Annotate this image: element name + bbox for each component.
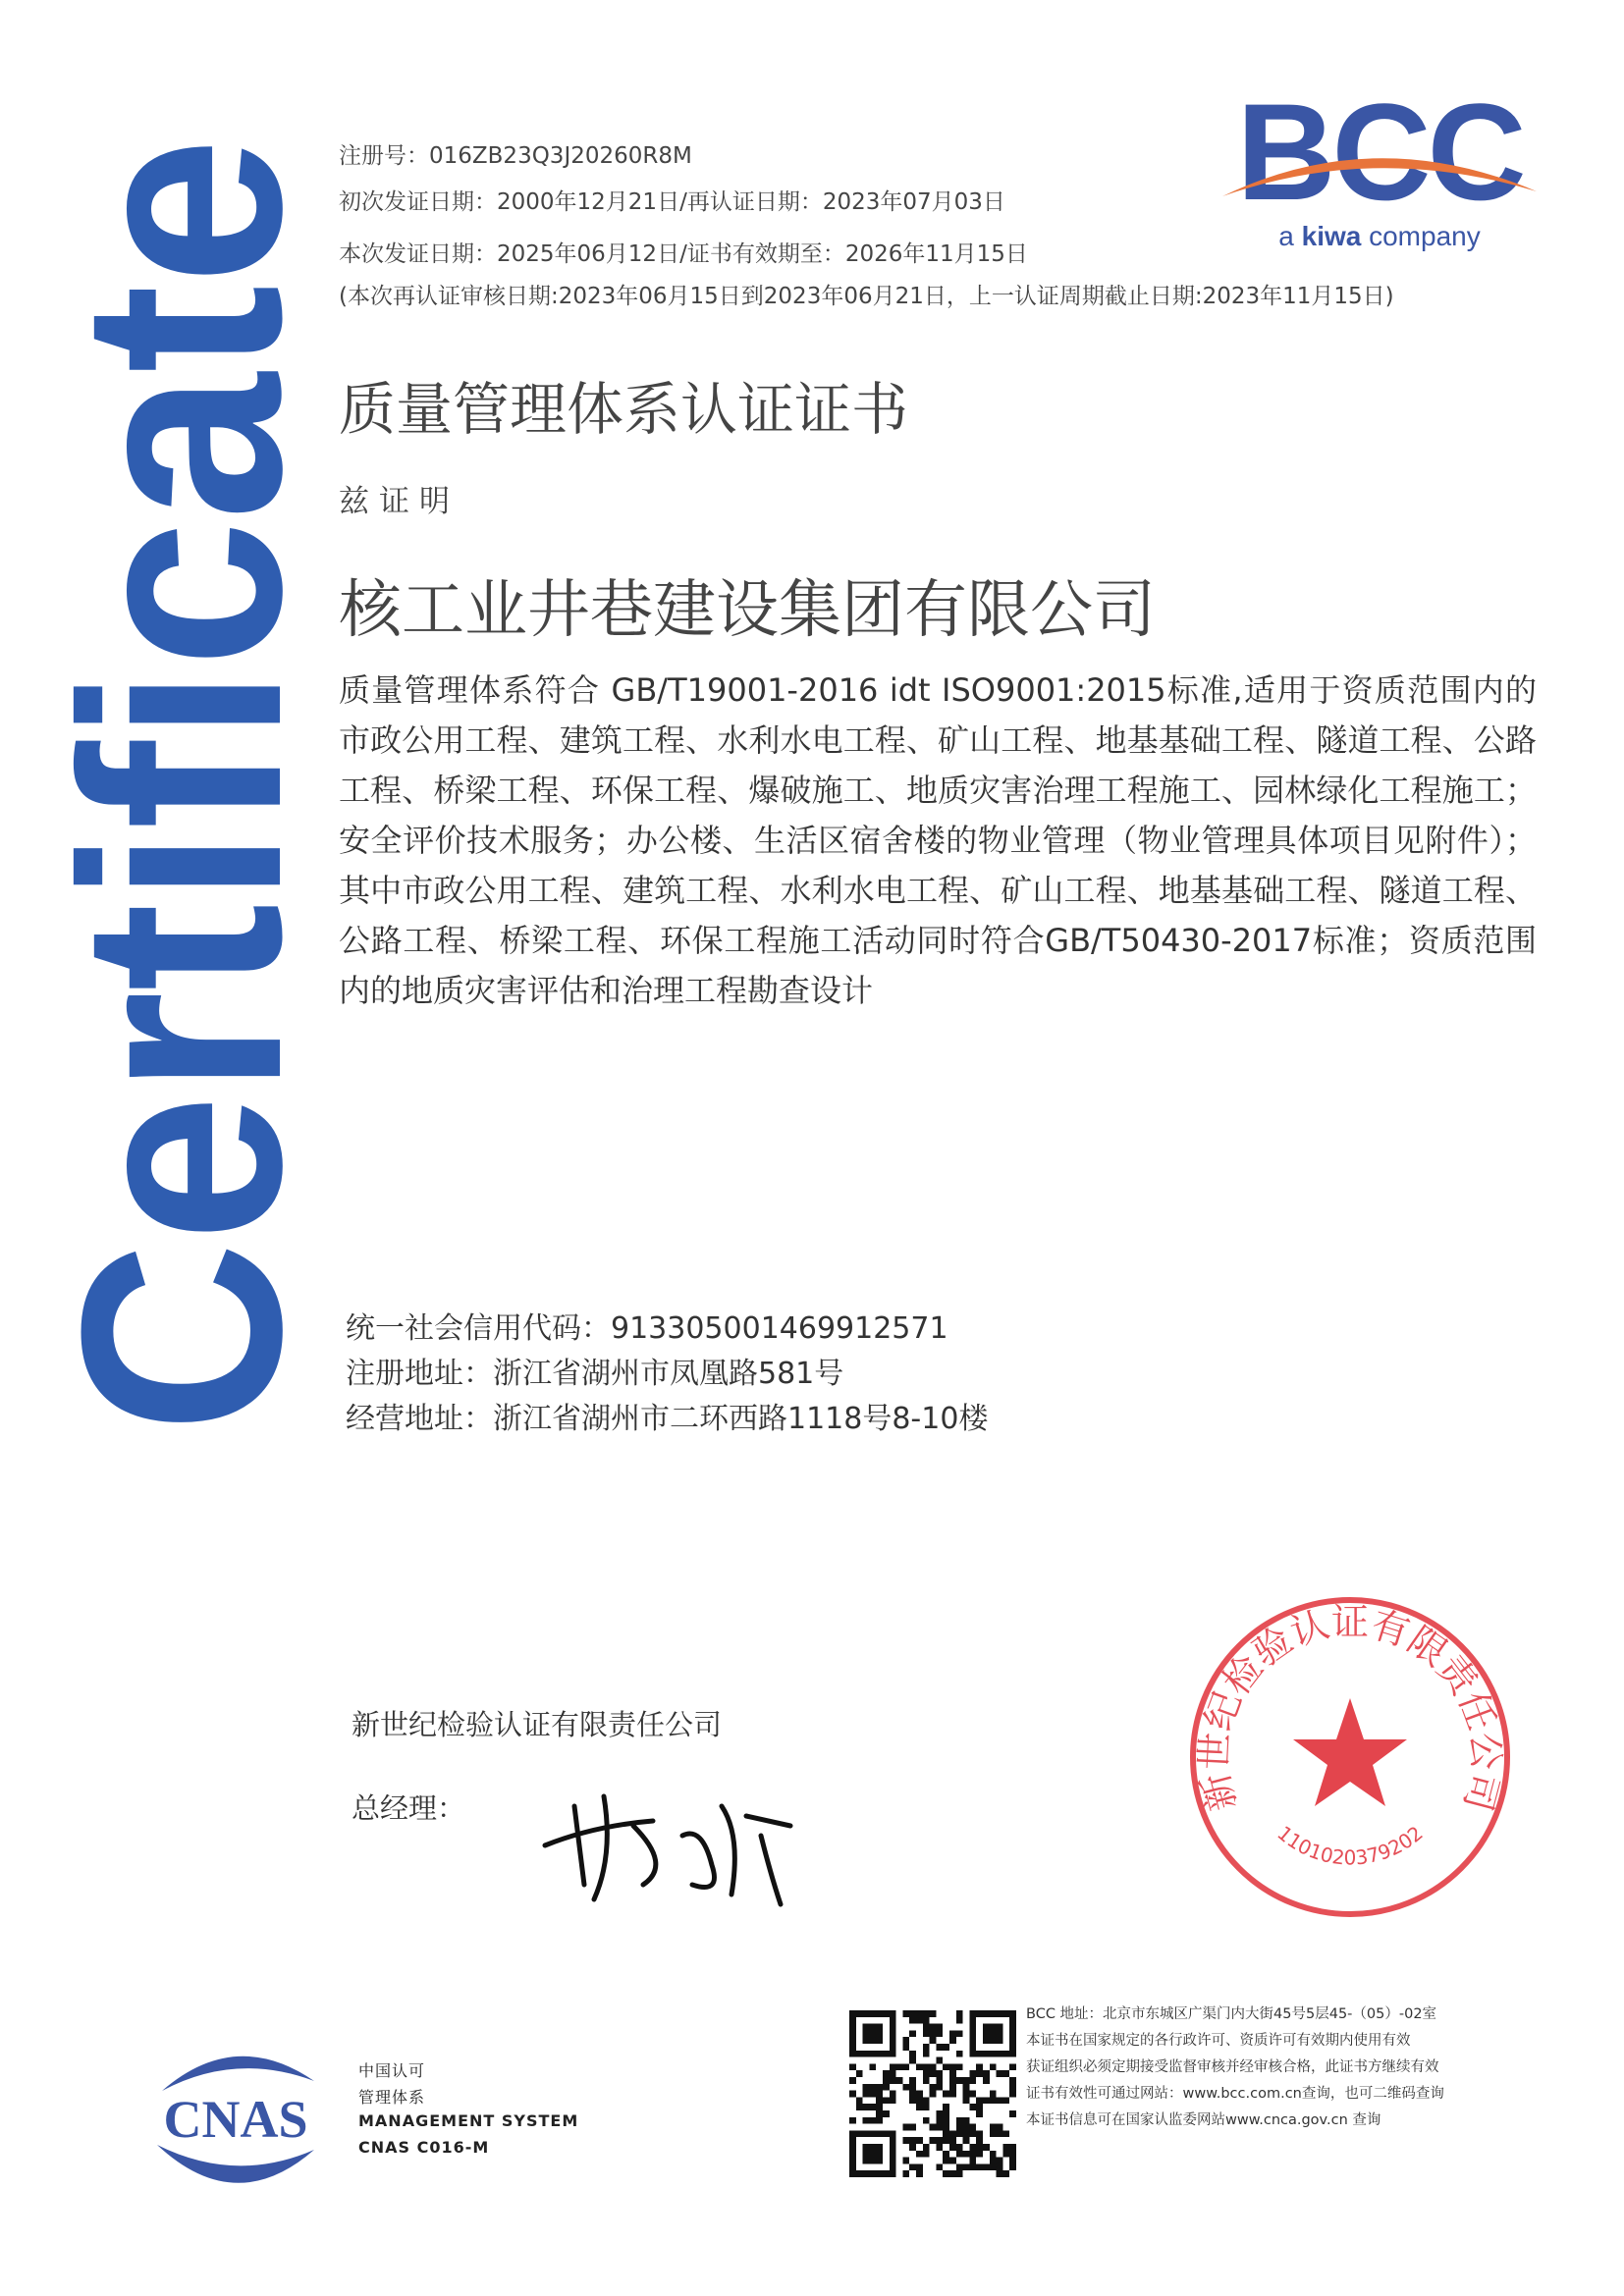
footer-note: 获证组织必须定期接受监督审核并经审核合格，此证书方继续有效 xyxy=(1026,2059,1439,2075)
footer-note: 本证书在国家规定的各行政许可、资质许可有效期内使用有效 xyxy=(1026,2033,1411,2049)
cnas-line: 管理体系 xyxy=(358,2088,426,2107)
credit-code: 统一社会信用代码：913305001469912571 xyxy=(346,1311,948,1346)
svg-text:1101020379202 xyxy=(1272,1821,1427,1869)
certificate-side-title-graphic xyxy=(23,40,341,1443)
audit-note: (本次再认证审核日期:2023年06月15日到2023年06月21日，上一认证周期截止日期:2023年11月15日) xyxy=(339,284,1394,309)
footer-note: 证书有效性可通过网站：www.bcc.com.cn查询，也可二维码查询 xyxy=(1026,2086,1444,2102)
signature xyxy=(535,1767,800,1914)
svg-text:a kiwa company: a kiwa company xyxy=(1278,221,1481,251)
footer-note: BCC 地址：北京市东城区广渠门内大街45号5层45-（05）-02室 xyxy=(1026,2006,1437,2022)
bcc-logo-text: BCC xyxy=(1236,75,1523,229)
operating-address: 经营地址：浙江省湖州市二环西路1118号8-10楼 xyxy=(346,1402,989,1436)
issuer-name: 新世纪检验认证有限责任公司 xyxy=(352,1708,723,1741)
first-issue-date: 初次发证日期：2000年12月21日/再认证日期：2023年07月03日 xyxy=(339,189,1005,215)
bcc-kiwa-logo xyxy=(1218,75,1542,260)
qr-code[interactable] xyxy=(849,2010,1016,2177)
current-issue-date: 本次发证日期：2025年06月12日/证书有效期至：2026年11月15日 xyxy=(339,241,1028,267)
registration-number: 注册号：016ZB23Q3J20260R8M xyxy=(339,143,692,169)
cnas-line: 中国认可 xyxy=(358,2061,426,2080)
cnas-line: MANAGEMENT SYSTEM xyxy=(358,2111,579,2130)
svg-text:CNAS: CNAS xyxy=(163,2090,308,2149)
footer-note: 本证书信息可在国家认监委网站www.cnca.gov.cn 查询 xyxy=(1026,2112,1381,2128)
seal-star-icon xyxy=(1293,1698,1407,1806)
attest-label: 兹证明 xyxy=(339,484,460,519)
official-seal xyxy=(1183,1590,1517,1924)
company-name: 核工业井巷建设集团有限公司 xyxy=(339,574,1156,647)
cnas-logo xyxy=(137,2047,334,2189)
seal-number: 1101020379202 xyxy=(1272,1821,1428,1870)
seal-text: 新世纪检验认证有限责任公司 xyxy=(1192,1600,1508,1816)
certificate-title: 质量管理体系认证证书 xyxy=(339,376,909,443)
certification-scope: 质量管理体系符合 GB/T19001-2016 idt ISO9001:2015标准,适用于资质范围内的市政公用工程、建筑工程、水利水电工程、矿山工程、地基基础工程、隧道工程、公路工程、桥梁工程、环保工程、爆破施工、地质灾害治理工程施工、园林绿化工程施工；安全评价技术服务；办公楼、生活区宿舍楼的物业管理（物业管理具体项目见附件）；其中市政公用工程、建筑工程、水利水电工程、矿山工程、地基基础工程、隧道工程、公路工程、桥梁工程、环保工程施工活动同时符合GB/T50430-2017标准；资质范围内的地质灾害评估和治理工程勘查设计 xyxy=(339,671,1537,1009)
cnas-line: CNAS C016-M xyxy=(358,2138,490,2157)
general-manager-label: 总经理： xyxy=(352,1791,466,1825)
certificate-side-title: Certificate xyxy=(23,40,341,1433)
registered-address: 注册地址：浙江省湖州市凤凰路581号 xyxy=(346,1357,844,1391)
